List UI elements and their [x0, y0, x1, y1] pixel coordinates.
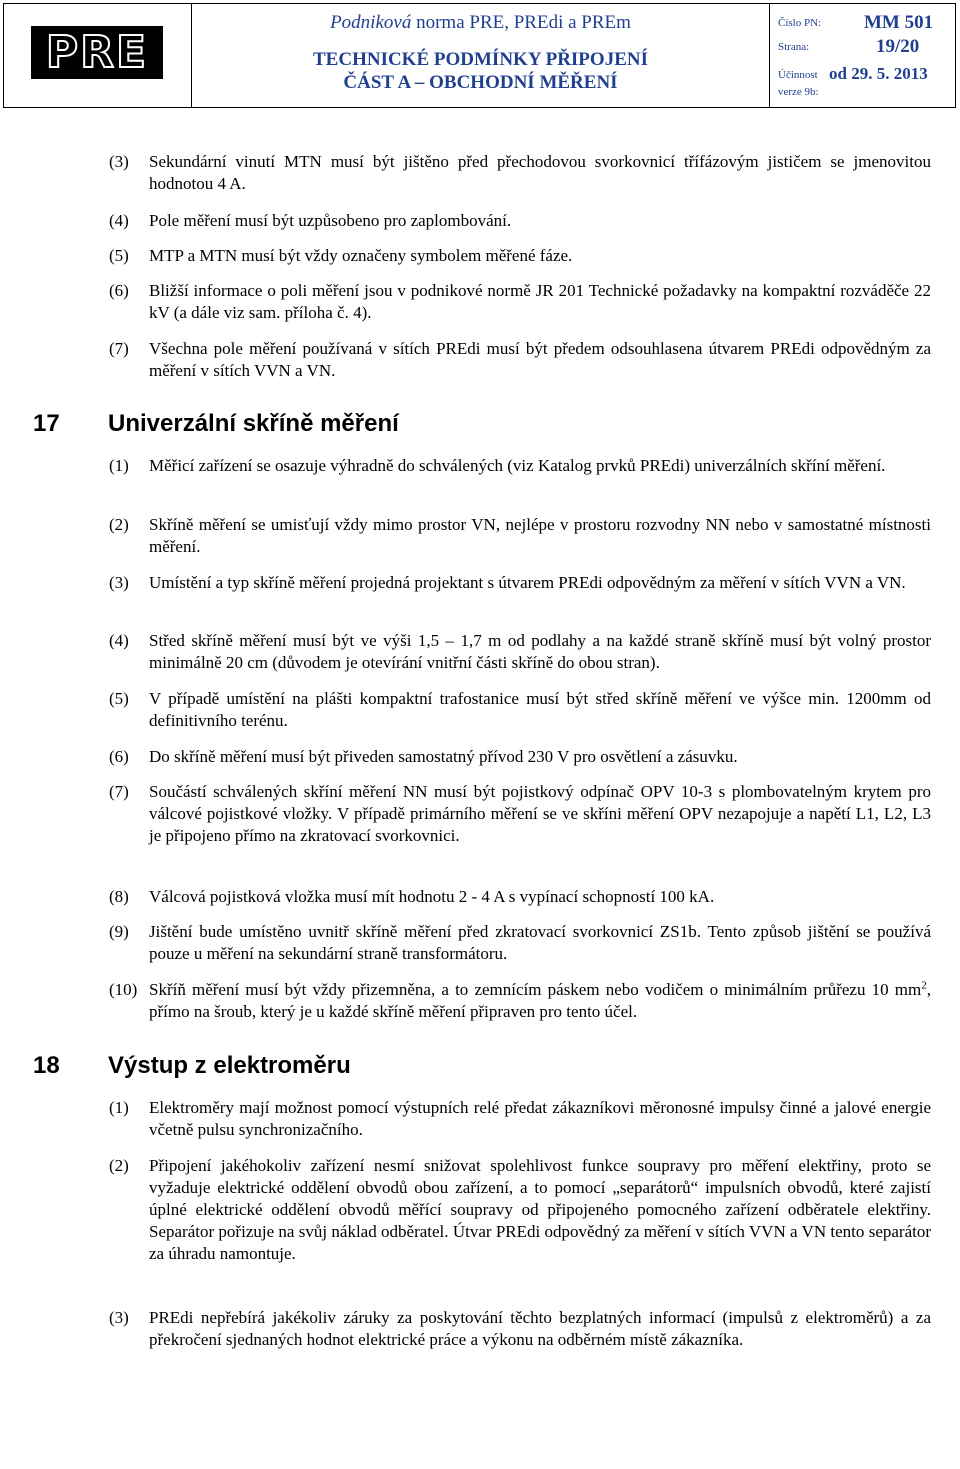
- doc-number: MM 501: [864, 12, 934, 33]
- document-title-line1: TECHNICKÉ PODMÍNKY PŘIPOJENÍ: [313, 49, 648, 70]
- version-label: verze 9b:: [778, 86, 819, 98]
- meta-cell: [770, 4, 955, 107]
- document-title-line2: ČÁST A – OBCHODNÍ MĚŘENÍ: [343, 72, 618, 93]
- doc-number-label: Číslo PN:: [778, 17, 822, 29]
- pre-logo: PRE: [31, 26, 163, 79]
- logo-cell: [4, 4, 192, 107]
- page-number: 19/20: [876, 36, 920, 57]
- page-label: Strana:: [778, 41, 810, 53]
- document-header: [3, 3, 956, 108]
- title-cell: [192, 4, 770, 107]
- company-norm-line: Podniková norma PRE, PREdi a PREm: [330, 12, 631, 33]
- effective-label: Účinnost: [778, 69, 818, 81]
- document-page: PRE Podniková norma PRE, PREdi a PREm TECHNICKÉ PODMÍNKY PŘIPOJENÍ ČÁST A – OBCHODNÍ MĚŘENÍ Číslo PN: MM 501 Strana: 19/20 Účinnost od 29. 5. 2013 verze 9b: (3) Sekundární vinutí MTN musí být jištěno před přechodovou svorkovnicí třífázovým jističem se jmenovitou hodnotou 4 A. (4) Pole měření musí být uzpůsobeno pro zaplombování. (5) MTP a MTN musí být vždy označeny symbolem měřené fáze. (6) Bližší informace o poli měření jsou v podnikové normě JR 201 Technické požadavky na kompaktní rozváděče 22 kV (a dále viz sam. příloha č. 4). (7) Všechna pole měření používaná v sítích PREdi musí být předem odsouhlasena útvarem PREdi odpovědným za měření v sítích VVN a VN. 17 Univerzální skříně měření (1) Měřicí zařízení se osazuje výhradně do schválených (viz Katalog prvků PREdi) univerzálních skříní měření. (2) Skříně měření se umisťují vždy mimo prostor VN, nejlépe v prostoru rozvodny NN nebo v samostatné místnosti měření. (3) Umístění a typ skříně měření projedná projektant s útvarem PREdi odpovědným za měření v sítích VVN a VN. (4) Střed skříně měření musí být ve výši 1,5 – 1,7 m od podlahy a na každé straně skříně musí být volný prostor minimálně 20 cm (důvodem je otevírání vnitřní části skříně do obou stran). (5) V případě umístění na plášti kompaktní trafostanice musí být střed skříně měření ve výšce min. 1200mm od definitivního terénu. (6) Do skříně měření musí být přiveden samostatný přívod 230 V pro osvětlení a zásuvku. (7) Součástí schválených skříní měření NN musí být pojistkový odpínač OPV 10-3 s plombovatelným krytem pro válcové pojistkové vložky. V případě primárního měření se ve skříni měření OPV nezapojuje a napětí L1, L2, L3 je připojeno přímo na zkratovací svorkovnici. (8) Válcová pojistková vložka musí mít hodnotu 2 - 4 A s vypínací schopností 100 kA. (9) Jištění bude umístěno uvnitř skříně měření před zkratovací svorkovnicí ZS1b. Tento způsob jištění se používá pouze u měření na sekundární straně transformátoru. (10) Skříň měření musí být vždy přizemněna, a to zemnícím páskem nebo vodičem o minimálním průřezu 10 $mm^2$, přímo na šroub, který je u každé skříně měření připraven pro tento účel. 18 Výstup z elektroměru (1) Elektroměry mají možnost pomocí výstupních relé předat zákazníkovi měronosné impulsy činné a jalové energie včetně pulsu synchronizačního. (2) Připojení jakéhokoliv zařízení nesmí snižovat spolehlivost funkce soupravy pro měření elektřiny, proto se vyžaduje elektrické oddělení obvodů obou zařízení, a to pomocí „separátorů“ impulsních obvodů, které zajistí úplné elektrické oddělení obvodů měřící soupravy od připojeného pomocného zařízení odběratele elektřiny. Separátor pořizuje na svůj náklad odběratel. Útvar PREdi odpovědný za měření v sítích VVN a VN tento separátor za úhradu namontuje. (3) PREdi nepřebírá jakékoliv záruky za poskytování těchto bezplatných informací (impulsů z elektroměrů) a za překročení sjednaných hodnot elektrické práce a výkonu na odběrném místě zákazníka.: [0, 0, 960, 1469]
- effective-date: od 29. 5. 2013: [829, 64, 928, 83]
